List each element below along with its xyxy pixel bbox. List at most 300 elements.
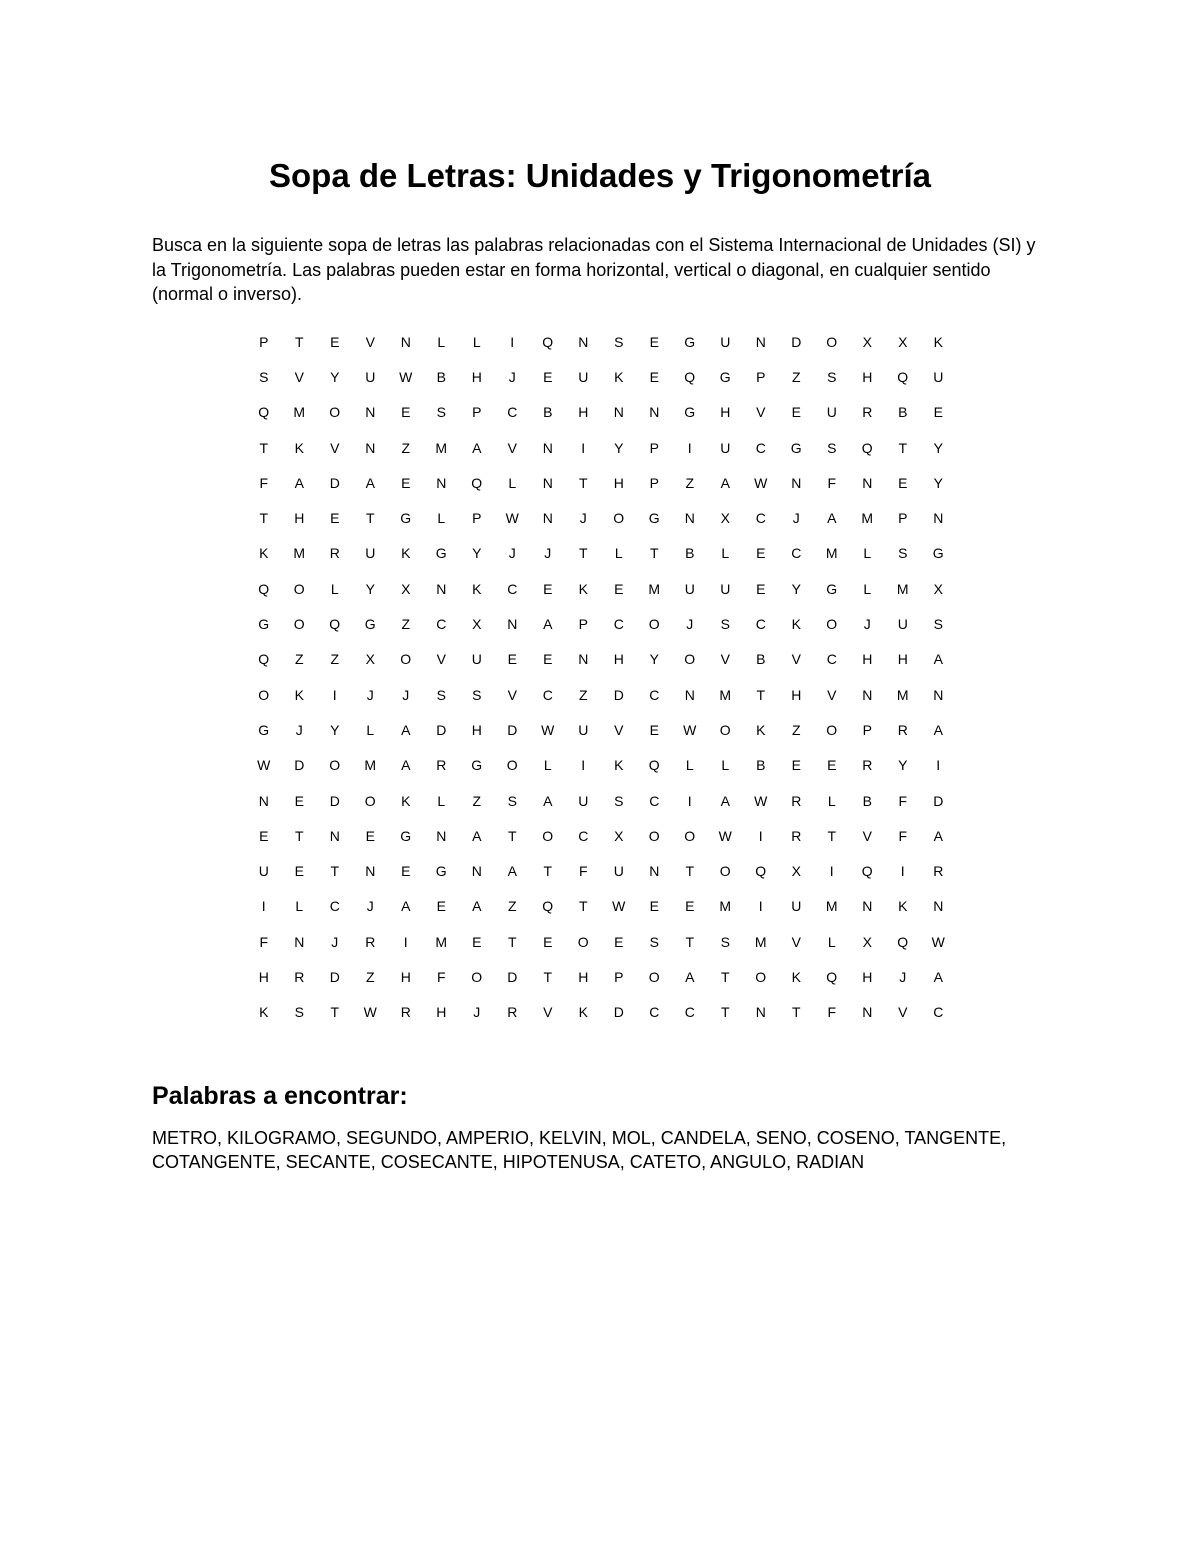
grid-letter: I xyxy=(332,686,337,703)
grid-letter: O xyxy=(400,651,412,668)
grid-letter: K xyxy=(401,545,411,562)
grid-letter: T xyxy=(330,863,340,880)
grid-letter: X xyxy=(862,333,872,350)
grid-letter: K xyxy=(756,721,766,738)
grid-letter: E xyxy=(756,545,766,562)
grid-letter: J xyxy=(331,933,339,950)
grid-letter: N xyxy=(613,404,624,421)
grid-letter: E xyxy=(685,898,695,915)
grid-letter: G xyxy=(435,863,447,880)
grid-letter: P xyxy=(756,368,766,385)
grid-letter: K xyxy=(791,968,801,985)
grid-letter: C xyxy=(649,1004,660,1021)
grid-letter: W xyxy=(541,721,555,738)
grid-letter: F xyxy=(578,863,588,880)
grid-letter: I xyxy=(936,757,941,774)
grid-letter: J xyxy=(792,510,800,527)
grid-letter: N xyxy=(862,1004,873,1021)
grid-letter: T xyxy=(756,686,766,703)
grid-letter: W xyxy=(718,827,732,844)
grid-letter: Y xyxy=(614,439,624,456)
grid-letter: E xyxy=(756,580,766,597)
grid-letter: U xyxy=(720,439,731,456)
grid-letter: L xyxy=(863,545,872,562)
grid-letter: N xyxy=(471,863,482,880)
grid-letter: B xyxy=(862,792,872,809)
grid-letter: Z xyxy=(685,474,695,491)
grid-letter: V xyxy=(365,333,375,350)
grid-letter: X xyxy=(614,827,624,844)
grid-letter: S xyxy=(720,933,730,950)
grid-letter: M xyxy=(293,545,306,562)
grid-letter: D xyxy=(329,968,340,985)
grid-letter: N xyxy=(400,333,411,350)
grid-letter: D xyxy=(507,721,518,738)
grid-letter: O xyxy=(506,757,518,774)
grid-letter: Y xyxy=(791,580,801,597)
grid-letter: A xyxy=(401,898,411,915)
grid-letter: S xyxy=(472,686,482,703)
grid-letter: Q xyxy=(258,651,270,668)
grid-letter: Z xyxy=(507,898,517,915)
grid-letter: G xyxy=(790,439,802,456)
grid-letter: Z xyxy=(365,968,375,985)
grid-letter: M xyxy=(825,545,838,562)
grid-letter: I xyxy=(581,439,586,456)
grid-letter: Q xyxy=(755,863,767,880)
grid-letter: O xyxy=(648,968,660,985)
grid-letter: W xyxy=(505,510,519,527)
grid-letter: J xyxy=(473,1004,481,1021)
grid-letter: X xyxy=(720,510,730,527)
grid-letter: U xyxy=(933,368,944,385)
grid-letter: T xyxy=(330,1004,340,1021)
grid-letter: V xyxy=(507,439,517,456)
grid-letter: C xyxy=(329,898,340,915)
grid-letter: L xyxy=(508,474,517,491)
grid-letter: O xyxy=(719,721,731,738)
grid-letter: Q xyxy=(329,616,341,633)
grid-letter: U xyxy=(471,651,482,668)
grid-letter: V xyxy=(330,439,340,456)
grid-letter: E xyxy=(259,827,269,844)
grid-letter: N xyxy=(507,616,518,633)
grid-letter: E xyxy=(543,651,553,668)
grid-letter: E xyxy=(401,404,411,421)
grid-letter: Z xyxy=(791,721,801,738)
grid-letter: F xyxy=(436,968,446,985)
grid-letter: L xyxy=(437,792,446,809)
grid-letter: J xyxy=(544,545,552,562)
grid-letter: W xyxy=(683,721,697,738)
grid-letter: C xyxy=(542,686,553,703)
grid-letter: A xyxy=(685,968,695,985)
grid-letter: G xyxy=(826,580,838,597)
grid-letter: J xyxy=(508,545,516,562)
grid-letter: A xyxy=(507,863,517,880)
grid-letter: H xyxy=(436,1004,447,1021)
grid-letter: N xyxy=(365,439,376,456)
grid-letter: E xyxy=(472,933,482,950)
grid-letter: U xyxy=(578,792,589,809)
grid-letter: H xyxy=(897,651,908,668)
grid-letter: N xyxy=(862,686,873,703)
grid-letter: P xyxy=(898,510,908,527)
grid-letter: Q xyxy=(826,968,838,985)
grid-letter: U xyxy=(897,616,908,633)
grid-letter: B xyxy=(756,651,766,668)
grid-letter: K xyxy=(294,686,304,703)
grid-letter: X xyxy=(791,863,801,880)
grid-letter: G xyxy=(684,404,696,421)
grid-letter: G xyxy=(400,510,412,527)
grid-letter: U xyxy=(826,404,837,421)
grid-letter: O xyxy=(648,616,660,633)
grid-letter: Z xyxy=(791,368,801,385)
grid-letter: X xyxy=(933,580,943,597)
grid-letter: K xyxy=(898,898,908,915)
grid-letter: Q xyxy=(897,933,909,950)
grid-letter: D xyxy=(329,792,340,809)
grid-letter: D xyxy=(613,1004,624,1021)
grid-letter: T xyxy=(507,827,517,844)
grid-letter: N xyxy=(755,333,766,350)
grid-letter: K xyxy=(259,545,269,562)
grid-letter: K xyxy=(472,580,482,597)
grid-letter: V xyxy=(898,1004,908,1021)
grid-letter: D xyxy=(436,721,447,738)
grid-letter: A xyxy=(543,616,553,633)
grid-letter: C xyxy=(436,616,447,633)
grid-letter: K xyxy=(933,333,943,350)
page-title: Sopa de Letras: Unidades y Trigonometría xyxy=(269,157,931,194)
grid-letter: H xyxy=(400,968,411,985)
grid-letter: B xyxy=(756,757,766,774)
grid-letter: X xyxy=(401,580,411,597)
grid-letter: M xyxy=(754,933,767,950)
grid-letter: L xyxy=(366,721,375,738)
grid-letter: H xyxy=(578,404,589,421)
grid-letter: A xyxy=(933,651,943,668)
grid-letter: H xyxy=(471,368,482,385)
grid-letter: C xyxy=(933,1004,944,1021)
grid-letter: E xyxy=(898,474,908,491)
grid-letter: L xyxy=(472,333,481,350)
grid-letter: M xyxy=(896,580,909,597)
words-list: METRO, KILOGRAMO, SEGUNDO, AMPERIO, KELVIN, MOL, CANDELA, SENO, COSENO, TANGENTE, COTANGENTE, SECANTE, COSECANTE, HIPOTENUSA, CATETO, ANGULO, RADIAN xyxy=(152,1128,1007,1172)
grid-letter: J xyxy=(366,686,374,703)
grid-letter: A xyxy=(472,827,482,844)
grid-letter: N xyxy=(294,933,305,950)
grid-letter: K xyxy=(578,580,588,597)
grid-letter: F xyxy=(259,933,269,950)
grid-letter: L xyxy=(827,792,836,809)
grid-letter: A xyxy=(472,898,482,915)
grid-letter: R xyxy=(329,545,340,562)
grid-letter: I xyxy=(758,827,763,844)
grid-letter: N xyxy=(933,510,944,527)
grid-letter: O xyxy=(293,616,305,633)
grid-letter: R xyxy=(897,721,908,738)
grid-letter: X xyxy=(898,333,908,350)
grid-letter: L xyxy=(685,757,694,774)
grid-letter: P xyxy=(578,616,588,633)
grid-letter: G xyxy=(400,827,412,844)
grid-letter: P xyxy=(259,333,269,350)
grid-letter: A xyxy=(720,474,730,491)
grid-letter: N xyxy=(755,1004,766,1021)
grid-letter: Q xyxy=(542,898,554,915)
grid-letter: A xyxy=(401,757,411,774)
grid-letter: I xyxy=(687,439,692,456)
grid-letter: C xyxy=(578,827,589,844)
grid-letter: Q xyxy=(648,757,660,774)
grid-letter: L xyxy=(721,757,730,774)
grid-letter: E xyxy=(330,510,340,527)
grid-letter: Z xyxy=(578,686,588,703)
grid-letter: S xyxy=(933,616,943,633)
grid-letter: N xyxy=(542,510,553,527)
grid-letter: P xyxy=(862,721,872,738)
grid-letter: M xyxy=(825,898,838,915)
grid-letter: W xyxy=(754,474,768,491)
grid-letter: E xyxy=(791,757,801,774)
grid-letter: U xyxy=(720,580,731,597)
grid-letter: O xyxy=(364,792,376,809)
grid-letter: U xyxy=(365,368,376,385)
grid-letter: O xyxy=(826,333,838,350)
grid-letter: C xyxy=(649,686,660,703)
grid-letter: N xyxy=(862,474,873,491)
grid-letter: U xyxy=(578,721,589,738)
grid-letter: K xyxy=(294,439,304,456)
grid-letter: P xyxy=(649,474,659,491)
grid-letter: E xyxy=(649,333,659,350)
grid-letter: G xyxy=(435,545,447,562)
grid-letter: J xyxy=(686,616,694,633)
grid-letter: X xyxy=(862,933,872,950)
grid-letter: S xyxy=(649,933,659,950)
grid-letter: D xyxy=(791,333,802,350)
grid-letter: B xyxy=(436,368,446,385)
grid-letter: K xyxy=(401,792,411,809)
grid-letter: O xyxy=(329,757,341,774)
grid-letter: T xyxy=(578,898,588,915)
grid-letter: Y xyxy=(649,651,659,668)
grid-letter: J xyxy=(295,721,303,738)
grid-letter: L xyxy=(330,580,339,597)
grid-letter: N xyxy=(684,686,695,703)
grid-letter: Z xyxy=(294,651,304,668)
grid-letter: E xyxy=(791,404,801,421)
grid-letter: A xyxy=(933,721,943,738)
grid-letter: N xyxy=(365,404,376,421)
grid-letter: Z xyxy=(472,792,482,809)
grid-letter: N xyxy=(329,827,340,844)
grid-letter: X xyxy=(472,616,482,633)
grid-letter: G xyxy=(258,616,270,633)
grid-letter: S xyxy=(436,686,446,703)
grid-letter: I xyxy=(900,863,905,880)
grid-letter: A xyxy=(472,439,482,456)
grid-letter: F xyxy=(827,474,837,491)
grid-letter: E xyxy=(436,898,446,915)
grid-letter: T xyxy=(791,1004,801,1021)
grid-letter: N xyxy=(649,863,660,880)
grid-letter: T xyxy=(827,827,837,844)
grid-letter: T xyxy=(543,968,553,985)
grid-letter: V xyxy=(507,686,517,703)
grid-letter: K xyxy=(614,368,624,385)
grid-letter: M xyxy=(719,898,732,915)
grid-letter: I xyxy=(687,792,692,809)
grid-letter: N xyxy=(649,404,660,421)
grid-letter: N xyxy=(436,827,447,844)
grid-letter: V xyxy=(543,1004,553,1021)
grid-letter: C xyxy=(507,404,518,421)
grid-letter: T xyxy=(259,510,269,527)
grid-letter: E xyxy=(649,368,659,385)
grid-letter: F xyxy=(898,827,908,844)
grid-letter: D xyxy=(507,968,518,985)
grid-letter: L xyxy=(721,545,730,562)
grid-letter: V xyxy=(756,404,766,421)
grid-letter: J xyxy=(579,510,587,527)
grid-letter: G xyxy=(471,757,483,774)
grid-letter: V xyxy=(791,933,801,950)
grid-letter: O xyxy=(613,510,625,527)
grid-letter: Y xyxy=(933,439,943,456)
grid-letter: Q xyxy=(258,404,270,421)
grid-letter: S xyxy=(827,368,837,385)
grid-letter: S xyxy=(827,439,837,456)
grid-letter: F xyxy=(827,1004,837,1021)
grid-letter: E xyxy=(507,651,517,668)
grid-letter: I xyxy=(829,863,834,880)
grid-letter: M xyxy=(293,404,306,421)
grid-letter: Y xyxy=(898,757,908,774)
grid-letter: N xyxy=(436,580,447,597)
grid-letter: N xyxy=(791,474,802,491)
grid-letter: O xyxy=(826,616,838,633)
grid-letter: S xyxy=(898,545,908,562)
grid-letter: U xyxy=(258,863,269,880)
grid-letter: O xyxy=(648,827,660,844)
grid-letter: H xyxy=(258,968,269,985)
grid-letter: N xyxy=(542,474,553,491)
grid-letter: C xyxy=(613,616,624,633)
grid-letter: G xyxy=(684,333,696,350)
grid-letter: Y xyxy=(933,474,943,491)
grid-letter: V xyxy=(720,651,730,668)
grid-letter: T xyxy=(543,863,553,880)
grid-letter: O xyxy=(684,651,696,668)
grid-letter: W xyxy=(931,933,945,950)
grid-letter: S xyxy=(614,333,624,350)
grid-letter: Z xyxy=(401,616,411,633)
grid-letter: N xyxy=(933,898,944,915)
grid-letter: R xyxy=(791,827,802,844)
grid-letter: H xyxy=(791,686,802,703)
grid-letter: T xyxy=(578,545,588,562)
grid-letter: T xyxy=(507,933,517,950)
grid-letter: R xyxy=(436,757,447,774)
grid-letter: E xyxy=(614,933,624,950)
grid-letter: T xyxy=(259,439,269,456)
grid-letter: A xyxy=(933,968,943,985)
grid-letter: A xyxy=(720,792,730,809)
grid-letter: T xyxy=(720,1004,730,1021)
grid-letter: M xyxy=(435,933,448,950)
grid-letter: C xyxy=(649,792,660,809)
grid-letter: S xyxy=(436,404,446,421)
grid-letter: Q xyxy=(258,580,270,597)
grid-letter: T xyxy=(685,863,695,880)
grid-letter: N xyxy=(436,474,447,491)
grid-letter: L xyxy=(543,757,552,774)
grid-letter: R xyxy=(791,792,802,809)
grid-letter: Q xyxy=(897,368,909,385)
grid-letter: E xyxy=(543,368,553,385)
grid-letter: E xyxy=(330,333,340,350)
grid-letter: G xyxy=(648,510,660,527)
grid-letter: J xyxy=(508,368,516,385)
grid-letter: D xyxy=(329,474,340,491)
grid-letter: O xyxy=(755,968,767,985)
grid-letter: K xyxy=(614,757,624,774)
grid-letter: H xyxy=(862,968,873,985)
grid-letter: O xyxy=(258,686,270,703)
grid-letter: D xyxy=(613,686,624,703)
grid-letter: U xyxy=(720,333,731,350)
grid-letter: F xyxy=(259,474,269,491)
grid-letter: S xyxy=(614,792,624,809)
grid-letter: R xyxy=(365,933,376,950)
grid-letter: G xyxy=(932,545,944,562)
grid-letter: M xyxy=(719,686,732,703)
grid-letter: O xyxy=(826,721,838,738)
grid-letter: C xyxy=(507,580,518,597)
grid-letter: H xyxy=(720,404,731,421)
grid-letter: I xyxy=(403,933,408,950)
grid-letter: E xyxy=(649,721,659,738)
grid-letter: Q xyxy=(684,368,696,385)
grid-letter: V xyxy=(791,651,801,668)
grid-letter: P xyxy=(649,439,659,456)
grid-letter: N xyxy=(578,651,589,668)
grid-letter: C xyxy=(755,616,766,633)
grid-letter: D xyxy=(933,792,944,809)
grid-letter: C xyxy=(755,439,766,456)
grid-letter: O xyxy=(719,863,731,880)
grid-letter: U xyxy=(365,545,376,562)
grid-letter: L xyxy=(827,933,836,950)
grid-letter: I xyxy=(581,757,586,774)
grid-letter: L xyxy=(437,510,446,527)
grid-letter: C xyxy=(826,651,837,668)
grid-letter: P xyxy=(472,404,482,421)
grid-letter: Z xyxy=(330,651,340,668)
grid-letter: H xyxy=(613,651,624,668)
grid-letter: A xyxy=(543,792,553,809)
grid-letter: G xyxy=(258,721,270,738)
grid-letter: C xyxy=(755,510,766,527)
grid-letter: S xyxy=(259,368,269,385)
grid-letter: O xyxy=(577,933,589,950)
grid-letter: K xyxy=(259,1004,269,1021)
grid-letter: S xyxy=(720,616,730,633)
grid-letter: H xyxy=(862,368,873,385)
